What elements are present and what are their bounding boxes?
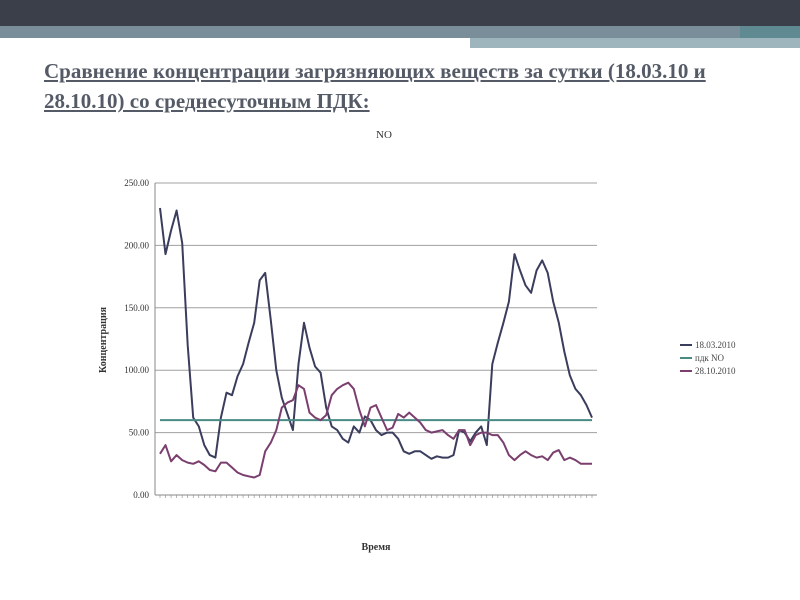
chart-legend [680, 338, 736, 377]
legend-label-series-1: 18.03.2010 [695, 339, 736, 350]
legend-item-series-3 [680, 364, 736, 377]
legend-swatch-series-2 [680, 357, 692, 359]
chart-series [160, 208, 592, 478]
y-tick-label: 250.00 [124, 178, 149, 188]
legend-item-series-1 [680, 338, 736, 351]
y-tick-label: 150.00 [124, 302, 149, 313]
x-axis-label: Время [361, 542, 391, 553]
y-axis-label: Концентрация [98, 306, 109, 374]
chart-title: NO [376, 129, 392, 141]
y-tick-label: 50.00 [128, 427, 149, 438]
legend-label-series-3: 28.10.2010 [695, 365, 736, 376]
slide-title: Сравнение концентрации загрязняющих веществ за сутки (18.03.10 и 28.10.10) со среднесуточным ПДК: [44, 59, 706, 113]
chart-grid [155, 183, 597, 433]
legend-item-series-2 [680, 351, 736, 364]
y-tick-labels [124, 178, 149, 500]
legend-label-series-2: пдк NO [695, 352, 725, 363]
y-tick-label: 200.00 [124, 240, 149, 251]
y-tick-label: 100.00 [124, 365, 149, 376]
y-tick-label: 0.00 [133, 490, 149, 500]
legend-swatch-series-1 [680, 344, 692, 346]
legend-swatch-series-3 [680, 370, 692, 372]
